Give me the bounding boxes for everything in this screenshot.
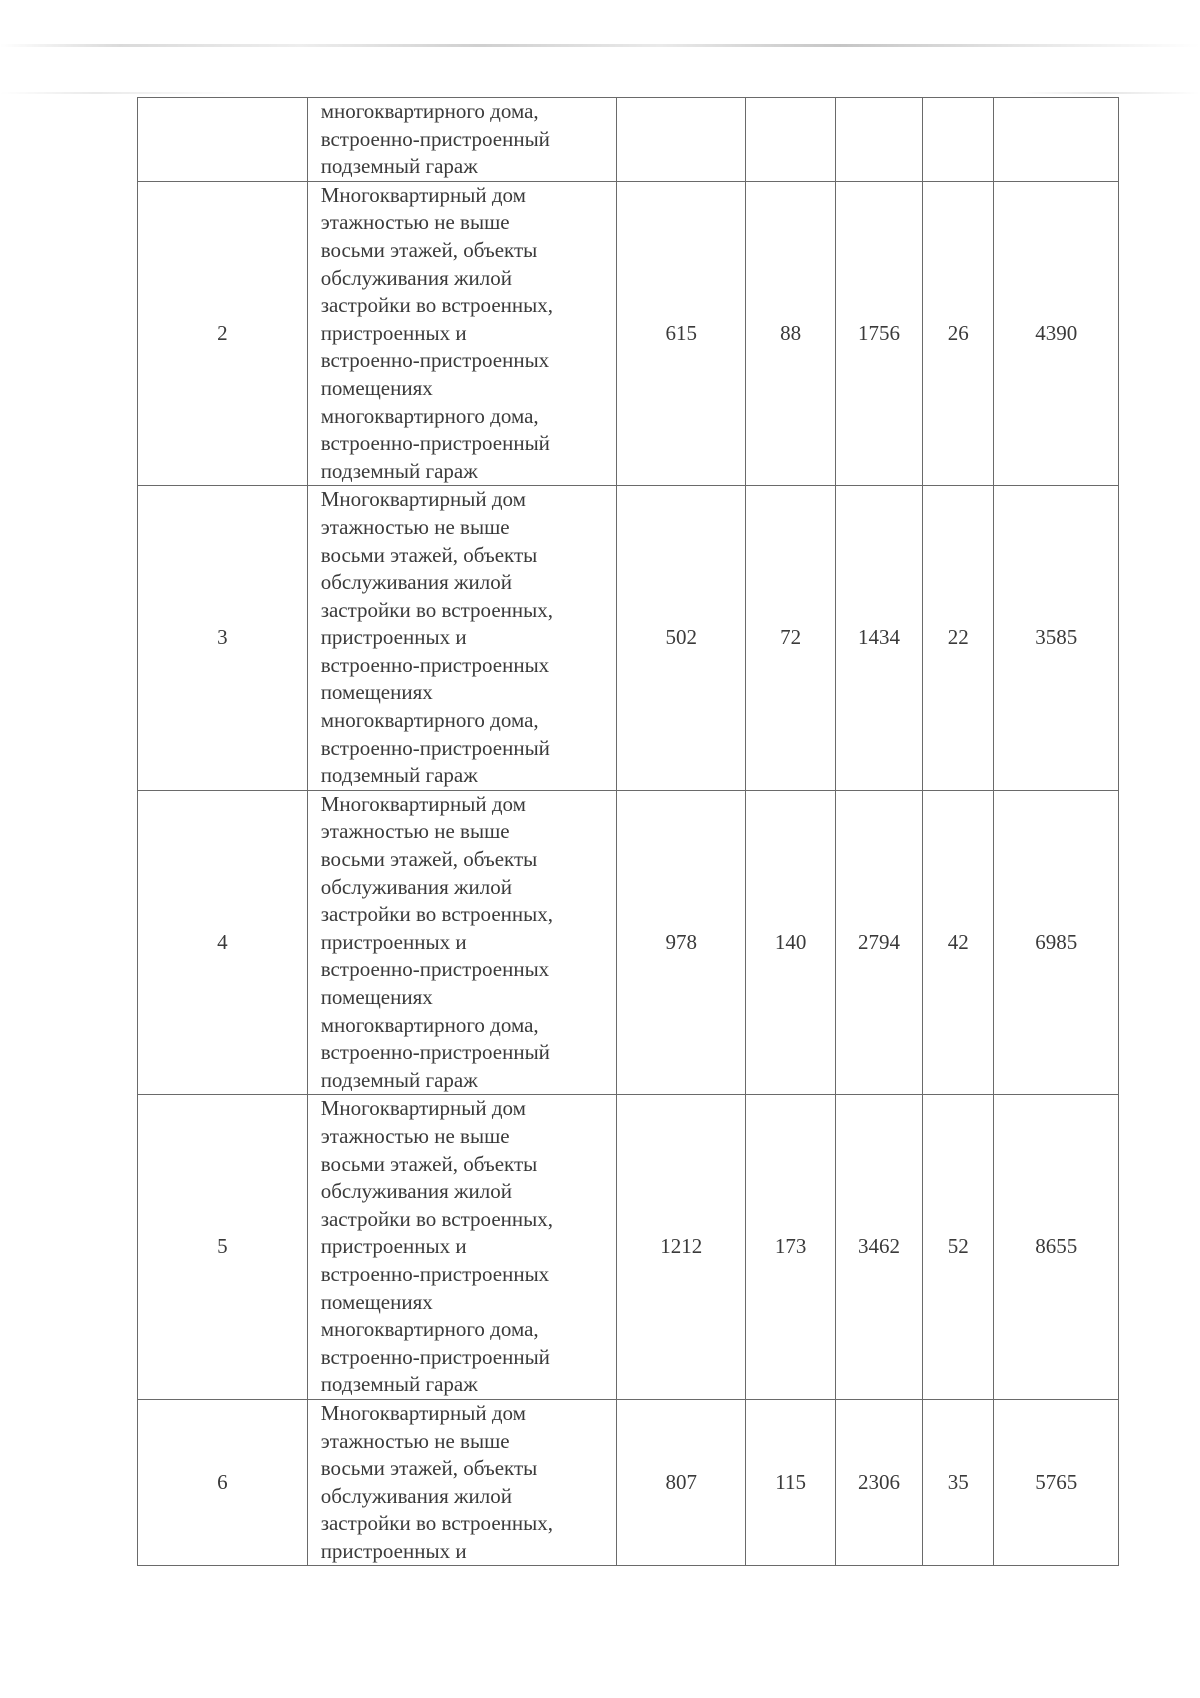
- description-line: помещениях: [320, 375, 433, 400]
- value-cell-5: 8655: [994, 1095, 1119, 1400]
- row-number-cell: 5: [138, 1095, 308, 1400]
- row-number-cell: 4: [138, 790, 308, 1095]
- description-line: многоквартирного дома,: [320, 1012, 539, 1037]
- description-cell: [307, 1399, 616, 1566]
- description-cell: [307, 181, 616, 486]
- description-line: Многоквартирный дом: [320, 1096, 526, 1121]
- description-line: пристроенных и: [320, 320, 467, 345]
- description-line: встроенно-пристроенный: [320, 126, 550, 151]
- description-line: многоквартирного дома,: [320, 1317, 539, 1342]
- description-line: подземный гараж: [320, 458, 478, 483]
- description-line: Многоквартирный дом: [320, 487, 526, 512]
- value-cell-4: [923, 98, 994, 182]
- row-number-cell: [138, 98, 308, 182]
- description-line: пристроенных и: [320, 1538, 467, 1563]
- description-line: подземный гараж: [320, 763, 478, 788]
- description-line: помещениях: [320, 680, 433, 705]
- description-line: встроенно-пристроенных: [320, 1261, 550, 1286]
- value-cell-5: 5765: [994, 1399, 1119, 1566]
- value-cell-1: 978: [616, 790, 746, 1095]
- description-line: многоквартирного дома,: [320, 403, 539, 428]
- value-cell-3: 2794: [835, 790, 922, 1095]
- table-row: [138, 790, 1119, 1095]
- value-cell-3: 3462: [835, 1095, 922, 1400]
- description-cell: [307, 1095, 616, 1400]
- description-line: встроенно-пристроенных: [320, 348, 550, 373]
- description-line: застройки во встроенных,: [320, 1206, 553, 1231]
- description-line: встроенно-пристроенный: [320, 1040, 550, 1065]
- description-line: пристроенных и: [320, 1234, 467, 1259]
- description-line: встроенно-пристроенный: [320, 735, 550, 760]
- value-cell-4: 22: [923, 486, 994, 791]
- value-cell-2: 140: [746, 790, 835, 1095]
- description-line: обслуживания жилой: [320, 874, 512, 899]
- value-cell-5: 6985: [994, 790, 1119, 1095]
- description-line: этажностью не выше: [320, 819, 510, 844]
- description-line: обслуживания жилой: [320, 1483, 512, 1508]
- description-line: восьми этажей, объекты: [320, 1456, 538, 1481]
- value-cell-1: 807: [616, 1399, 746, 1566]
- table-row: [138, 1095, 1119, 1400]
- description-line: застройки во встроенных,: [320, 293, 553, 318]
- table-body: [138, 98, 1119, 1566]
- value-cell-5: [994, 98, 1119, 182]
- description-line: помещениях: [320, 985, 433, 1009]
- description-line: этажностью не выше: [320, 1428, 510, 1453]
- row-number-cell: 6: [138, 1399, 308, 1566]
- value-cell-2: [746, 98, 835, 182]
- value-cell-3: 1434: [835, 486, 922, 791]
- description-line: помещениях: [320, 1289, 433, 1314]
- description-line: многоквартирного дома,: [320, 708, 539, 733]
- value-cell-1: 1212: [616, 1095, 746, 1400]
- table-row: [138, 486, 1119, 791]
- description-cell: [307, 98, 616, 182]
- description-line: подземный гараж: [320, 1372, 478, 1397]
- description-line: встроенно-пристроенный: [320, 431, 550, 456]
- description-line: этажностью не выше: [320, 1123, 510, 1148]
- description-line: восьми этажей, объекты: [320, 1151, 538, 1176]
- description-line: встроенно-пристроенных: [320, 957, 550, 982]
- description-line: обслуживания жилой: [320, 1179, 512, 1204]
- description-line: Многоквартирный дом: [320, 182, 526, 207]
- value-cell-1: 615: [616, 181, 746, 486]
- value-cell-1: [616, 98, 746, 182]
- description-line: многоквартирного дома,: [320, 99, 539, 123]
- value-cell-2: 173: [746, 1095, 835, 1400]
- value-cell-4: 52: [923, 1095, 994, 1400]
- description-line: восьми этажей, объекты: [320, 847, 538, 872]
- description-line: встроенно-пристроенных: [320, 652, 550, 677]
- row-number-cell: 3: [138, 486, 308, 791]
- value-cell-3: [835, 98, 922, 182]
- description-cell: [307, 486, 616, 791]
- description-line: встроенно-пристроенный: [320, 1344, 550, 1369]
- description-line: подземный гараж: [320, 154, 478, 179]
- value-cell-2: 72: [746, 486, 835, 791]
- value-cell-4: 35: [923, 1399, 994, 1566]
- description-line: подземный гараж: [320, 1067, 478, 1092]
- value-cell-5: 3585: [994, 486, 1119, 791]
- table-row: [138, 98, 1119, 182]
- description-line: пристроенных и: [320, 625, 467, 650]
- value-cell-5: 4390: [994, 181, 1119, 486]
- row-number-cell: 2: [138, 181, 308, 486]
- value-cell-2: 88: [746, 181, 835, 486]
- description-cell: [307, 790, 616, 1095]
- document-table: [137, 97, 1119, 1566]
- value-cell-4: 42: [923, 790, 994, 1095]
- description-line: восьми этажей, объекты: [320, 237, 538, 262]
- value-cell-1: 502: [616, 486, 746, 791]
- value-cell-3: 1756: [835, 181, 922, 486]
- description-line: пристроенных и: [320, 929, 467, 954]
- description-line: этажностью не выше: [320, 210, 510, 235]
- description-line: этажностью не выше: [320, 514, 510, 539]
- table-row: [138, 181, 1119, 486]
- description-line: обслуживания жилой: [320, 265, 512, 290]
- description-line: восьми этажей, объекты: [320, 542, 538, 567]
- value-cell-2: 115: [746, 1399, 835, 1566]
- description-line: обслуживания жилой: [320, 570, 512, 595]
- scan-artifact-line: [0, 44, 1200, 47]
- description-line: застройки во встроенных,: [320, 902, 553, 927]
- description-line: Многоквартирный дом: [320, 1400, 526, 1425]
- description-line: застройки во встроенных,: [320, 597, 553, 622]
- description-line: Многоквартирный дом: [320, 791, 526, 816]
- description-line: застройки во встроенных,: [320, 1511, 553, 1536]
- value-cell-4: 26: [923, 181, 994, 486]
- value-cell-3: 2306: [835, 1399, 922, 1566]
- table-row: [138, 1399, 1119, 1566]
- scan-artifact-line: [0, 92, 1200, 94]
